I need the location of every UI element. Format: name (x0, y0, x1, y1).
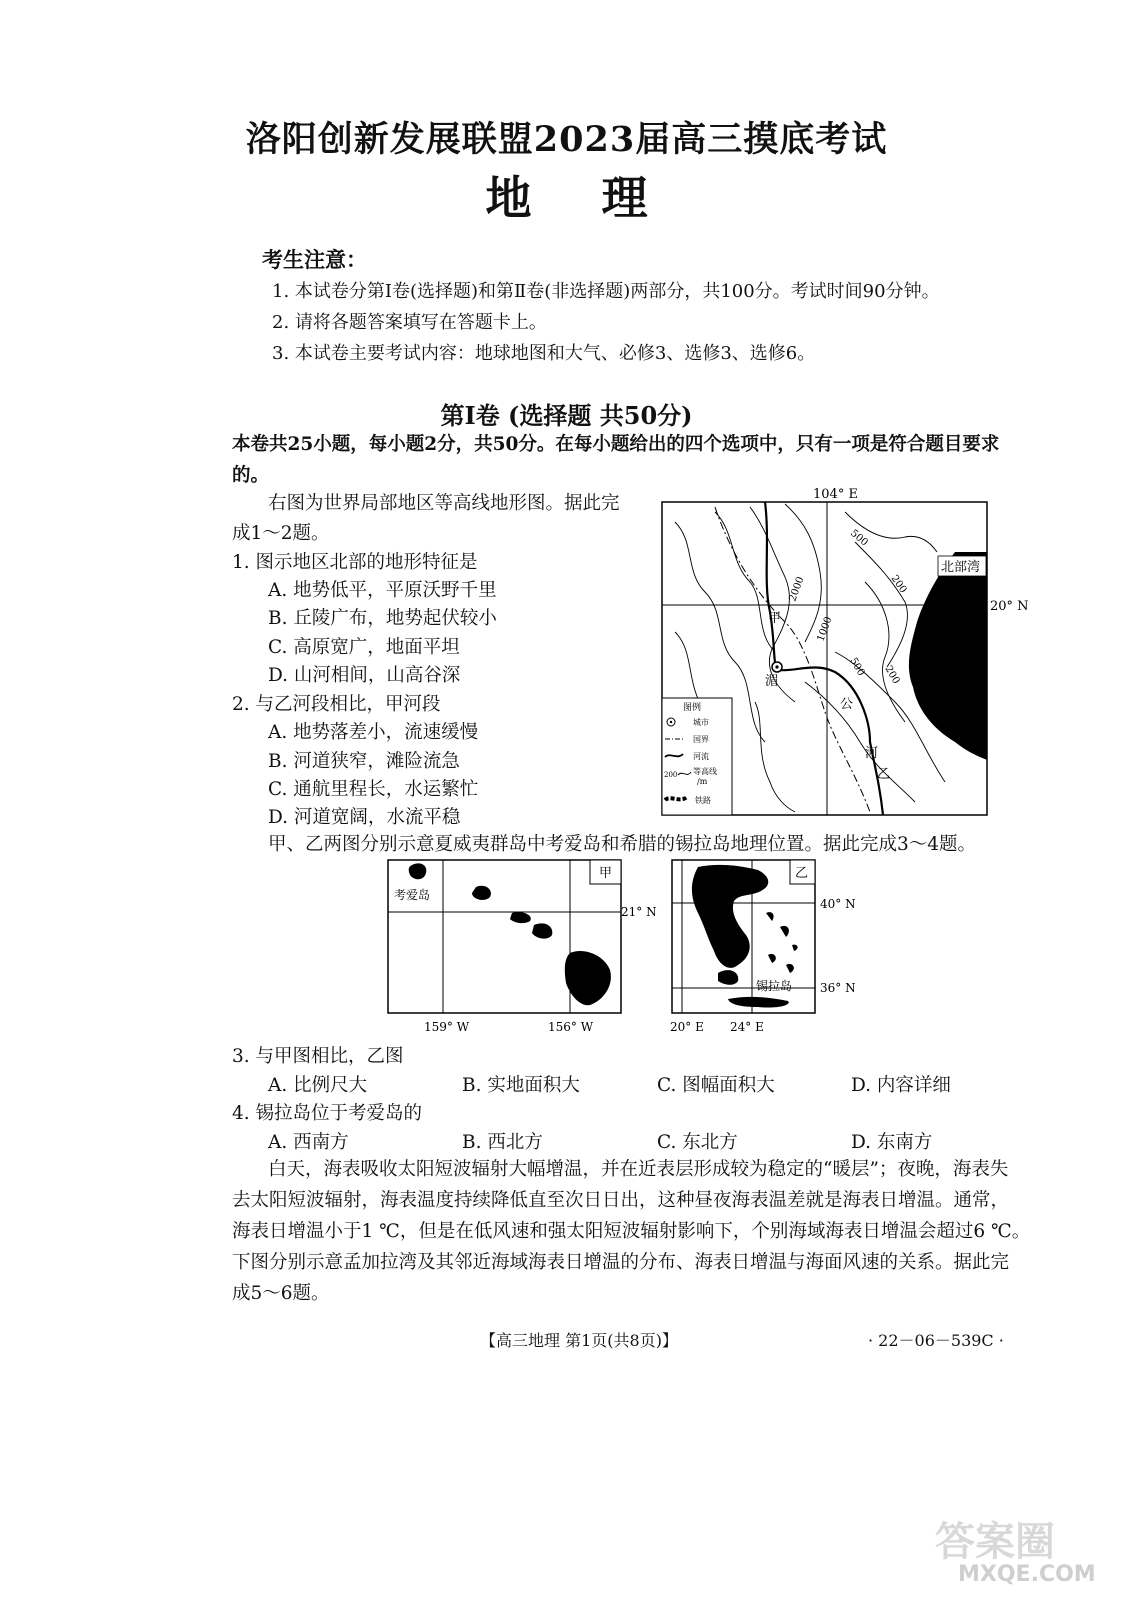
legend-title: 图例 (683, 703, 702, 713)
passage-line: 海表日增温小于1 ℃，但是在低风速和强太阳短波辐射影响下，个别海域海表日增温会超过6 ℃。 (232, 1221, 1031, 1242)
legend-railway: 铁路 (695, 796, 711, 805)
crete-island (728, 997, 789, 1008)
passage-line: 白天，海表吸收太阳短波辐射大幅增温，并在近表层形成较为稳定的“暖层”；夜晚，海表失 (268, 1159, 1009, 1180)
map1-lon-label: 104° E (813, 487, 858, 502)
group2-stem: 甲、乙两图分别示意夏威夷群岛中考爱岛和希腊的锡拉岛地理位置。据此完成3～4题。 (268, 834, 977, 855)
map-yi-lon-1: 20° E (670, 1020, 704, 1034)
legend-border: 国界 (693, 735, 709, 744)
notice-item: 3. 本试卷主要考试内容：地球地图和大气、必修3、选修3、选修6。 (272, 343, 816, 364)
map-yi-lon-2: 24° E (730, 1020, 764, 1034)
notice-heading: 考生注意： (262, 248, 367, 272)
place-label: 湄 (765, 674, 779, 689)
map1-legend (662, 698, 732, 815)
subject-title: 地理 (485, 171, 718, 225)
notice-item: 1. 本试卷分第Ⅰ卷(选择题)和第Ⅱ卷(非选择题)两部分，共100分。考试时间90分钟。 (272, 281, 940, 302)
map-jia-lon-1: 159° W (424, 1020, 470, 1034)
passage-line: 去太阳短波辐射，海表温度持续降低直至次日日出，这种昼夜海表温差就是海表日增温。通常， (232, 1190, 1010, 1211)
peloponnese (718, 970, 738, 985)
map-jia-lat: 21° N (621, 905, 657, 919)
map-yi-lat-1: 40° N (820, 897, 856, 911)
q1-option-d: D. 山河相间，山高谷深 (268, 665, 461, 686)
contour-label: 500 (848, 527, 870, 549)
question-3: 3. 与甲图相比，乙图 (232, 1046, 404, 1067)
place-jia: 甲 (768, 611, 782, 626)
group1-stem-line1: 右图为世界局部地区等高线地形图。据此完 (268, 493, 620, 514)
map-yi (668, 855, 868, 1040)
section-intro: 本卷共25小题，每小题2分，共50分。在每小题给出的四个选项中，只有一项是符合题目要求的。 (232, 434, 1000, 486)
contour-label: 500 (847, 656, 867, 679)
q2-option-a: A. 地势落差小，流速缓慢 (268, 722, 479, 743)
page-footer: 【高三地理 第1页(共8页)】 (480, 1331, 678, 1350)
section-title: 第Ⅰ卷 (选择题 共50分) (440, 401, 693, 430)
contour-label: 200 (888, 573, 909, 596)
exam-code: · 22－06－539C · (868, 1331, 1004, 1350)
legend-city: 城市 (693, 718, 709, 727)
notice-item: 2. 请将各题答案填写在答题卡上。 (272, 312, 547, 333)
contour-map (655, 482, 1035, 822)
place-label: 河 (865, 746, 879, 761)
q3-option-a: A. 比例尺大 (268, 1075, 368, 1096)
legend-contour-unit: /m (697, 777, 708, 786)
q3-option-d: D. 内容详细 (851, 1075, 951, 1096)
greece-mainland (692, 865, 768, 968)
map-yi-tag: 乙 (795, 866, 809, 881)
gulf-sea (909, 552, 987, 760)
watermark-brand: 答案圈 (935, 1519, 1055, 1565)
q1-option-b: B. 丘陵广布，地势起伏较小 (268, 608, 497, 629)
q3-option-c: C. 图幅面积大 (657, 1075, 775, 1096)
maui-island (532, 923, 552, 938)
legend-river: 河流 (693, 752, 709, 761)
question-4: 4. 锡拉岛位于考爱岛的 (232, 1103, 423, 1124)
q4-option-b: B. 西北方 (462, 1132, 543, 1153)
contour-label: 200 (882, 664, 902, 687)
q4-option-c: C. 东北方 (657, 1132, 738, 1153)
bay-label: 北部湾 (941, 560, 981, 575)
oahu-island (472, 886, 491, 900)
place-yi: 乙 (877, 767, 891, 782)
passage-line: 下图分别示意孟加拉湾及其邻近海域海表日增温的分布、海表日增温与海面风速的关系。据此完 (232, 1252, 1010, 1273)
kauai-island (409, 863, 427, 879)
q4-option-d: D. 东南方 (851, 1132, 933, 1153)
molokai-island (510, 912, 531, 923)
q4-option-a: A. 西南方 (268, 1132, 349, 1153)
q1-option-a: A. 地势低平，平原沃野千里 (268, 580, 497, 601)
exam-title: 洛阳创新发展联盟2023届高三摸底考试 (245, 119, 888, 160)
group1-stem-line2: 成1～2题。 (232, 523, 330, 544)
question-1: 1. 图示地区北部的地形特征是 (232, 552, 478, 573)
map-yi-lat-2: 36° N (820, 981, 856, 995)
map-jia-tag: 甲 (599, 866, 613, 881)
contour-label: 1000 (815, 615, 835, 644)
q2-option-d: D. 河道宽阔，水流平稳 (268, 807, 461, 828)
watermark-url: MXQE.COM (958, 1562, 1096, 1587)
kauai-label: 考爱岛 (394, 888, 431, 902)
passage-line: 成5～6题。 (232, 1283, 330, 1304)
map-jia-lon-2: 156° W (548, 1020, 594, 1034)
q1-option-c: C. 高原宽广，地面平坦 (268, 637, 460, 658)
place-label: 公 (840, 697, 854, 712)
legend-contour: 等高线 (693, 767, 717, 776)
contour-label: 2000 (787, 575, 807, 604)
map-jia (384, 855, 674, 1040)
q2-option-b: B. 河道狭窄，滩险流急 (268, 751, 460, 772)
q3-option-b: B. 实地面积大 (462, 1075, 580, 1096)
river (765, 502, 883, 815)
legend-contour-value: 200 (664, 771, 678, 779)
question-2: 2. 与乙河段相比，甲河段 (232, 694, 441, 715)
hawaii-island (565, 951, 611, 1005)
thira-label: 锡拉岛 (756, 979, 793, 993)
map1-lat-label: 20° N (990, 599, 1029, 614)
q2-option-c: C. 通航里程长，水运繁忙 (268, 779, 479, 800)
